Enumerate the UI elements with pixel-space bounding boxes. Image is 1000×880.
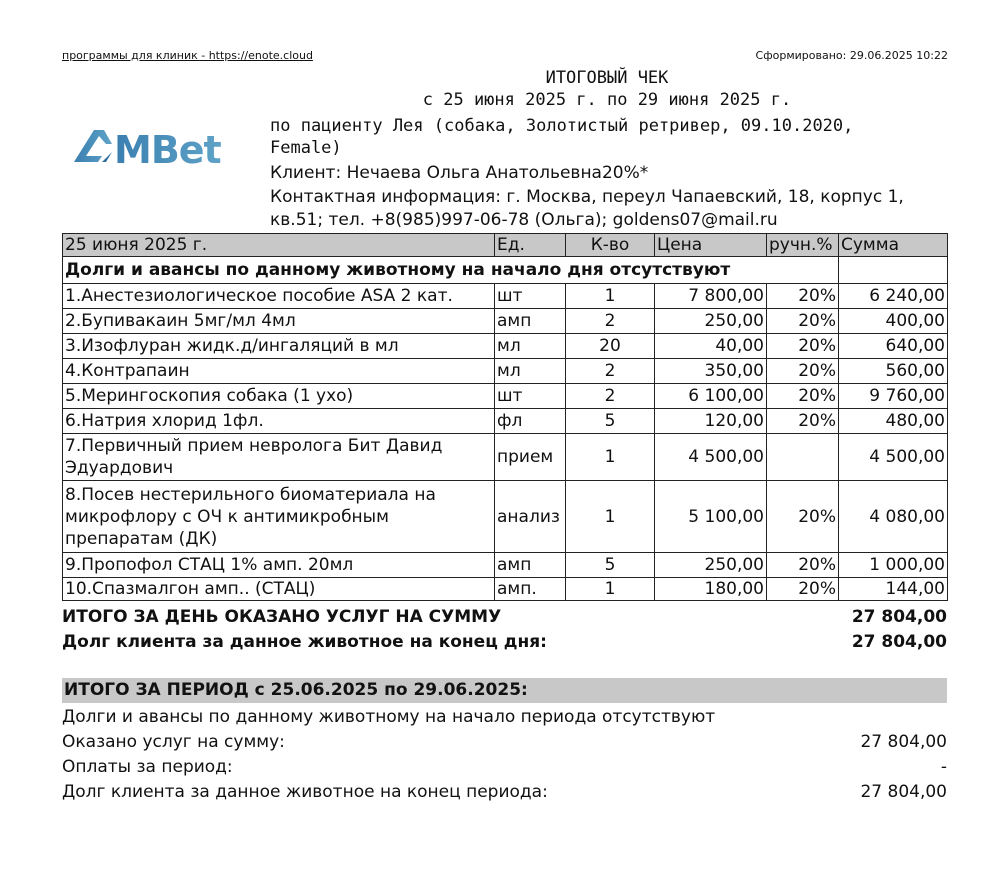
item-sum: 6 240,00 [839, 284, 948, 309]
item-name: 5.Мерингоскопия собака (1 ухо) [63, 384, 495, 409]
item-qty: 1 [566, 578, 655, 601]
item-price: 40,00 [655, 334, 767, 359]
svg-text:MBet: MBet [114, 128, 221, 170]
item-name: 4.Контрапаин [63, 359, 495, 384]
debts-note-empty [839, 257, 948, 284]
col-qty: К-во [566, 234, 655, 257]
period-debt [62, 781, 947, 803]
period-services-label: Оказано услуг на сумму: [62, 732, 285, 752]
clinic-logo [72, 122, 257, 170]
table-row [63, 284, 948, 309]
services-table [62, 233, 948, 601]
item-sum: 9 760,00 [839, 384, 948, 409]
col-sum: Сумма [839, 234, 948, 257]
item-name: 8.Посев нестерильного биоматериала на микрофлору с ОЧ к антимикробным препаратам (ДК) [63, 481, 495, 553]
day-total-debt-value: 27 804,00 [851, 632, 947, 652]
day-total-services-value: 27 804,00 [851, 607, 947, 627]
debts-note-row [63, 257, 948, 284]
table-row [63, 384, 948, 409]
item-unit: анализ [495, 481, 566, 553]
item-price: 7 800,00 [655, 284, 767, 309]
item-qty: 1 [566, 284, 655, 309]
period-payments-label: Оплаты за период: [62, 757, 233, 777]
client-info: Клиент: Нечаева Ольга Анатольевна20%* [270, 163, 649, 183]
item-qty: 2 [566, 309, 655, 334]
item-unit: фл [495, 409, 566, 434]
item-unit: амп [495, 553, 566, 578]
col-date: 25 июня 2025 г. [63, 234, 495, 257]
item-unit: мл [495, 334, 566, 359]
item-name: 9.Пропофол СТАЦ 1% амп. 20мл [63, 553, 495, 578]
item-price: 250,00 [655, 553, 767, 578]
contact-info: Контактная информация: г. Москва, переул Чапаевский, 18, корпус 1, кв.51; тел. +8(985)997-06-78 (Ольга); goldens07@mail.ru [270, 187, 904, 230]
source-link[interactable]: программы для клиник - https://enote.cloud [62, 49, 313, 62]
item-sum: 400,00 [839, 309, 948, 334]
item-name: 3.Изофлуран жидк.д/ингаляций в мл [63, 334, 495, 359]
table-row [63, 334, 948, 359]
ambet-logo-icon [72, 122, 257, 170]
item-qty: 1 [566, 481, 655, 553]
period-debt-label: Долг клиента за данное животное на конец периода: [62, 782, 548, 802]
item-price: 5 100,00 [655, 481, 767, 553]
item-name: 6.Натрия хлорид 1фл. [63, 409, 495, 434]
item-discount: 20% [767, 284, 839, 309]
item-price: 180,00 [655, 578, 767, 601]
item-sum: 144,00 [839, 578, 948, 601]
item-unit: прием [495, 434, 566, 481]
day-total-services-label: ИТОГО ЗА ДЕНЬ ОКАЗАНО УСЛУГ НА СУММУ [62, 607, 502, 627]
item-discount [767, 434, 839, 481]
item-qty: 2 [566, 359, 655, 384]
item-name: 7.Первичный прием невролога Бит Давид Эдуардович [63, 434, 495, 481]
item-unit: шт [495, 284, 566, 309]
day-total-debt-label: Долг клиента за данное животное на конец дня: [62, 632, 547, 652]
period-debts-note-text: Долги и авансы по данному животному на начало периода отсутствуют [62, 707, 716, 727]
item-sum: 480,00 [839, 409, 948, 434]
item-discount: 20% [767, 481, 839, 553]
item-name: 2.Бупивакаин 5мг/мл 4мл [63, 309, 495, 334]
item-discount: 20% [767, 409, 839, 434]
col-discount: ручн.% [767, 234, 839, 257]
item-qty: 1 [566, 434, 655, 481]
receipt-title: ИТОГОВЫЙ ЧЕК [545, 68, 669, 88]
col-unit: Ед. [495, 234, 566, 257]
item-price: 6 100,00 [655, 384, 767, 409]
item-qty: 5 [566, 409, 655, 434]
item-qty: 20 [566, 334, 655, 359]
receipt-period: с 25 июня 2025 г. по 29 июня 2025 г. [422, 90, 792, 110]
item-sum: 4 500,00 [839, 434, 948, 481]
table-row [63, 434, 948, 481]
table-row [63, 359, 948, 384]
day-total-debt [62, 631, 947, 653]
item-price: 4 500,00 [655, 434, 767, 481]
table-row [63, 578, 948, 601]
item-sum: 1 000,00 [839, 553, 948, 578]
item-discount: 20% [767, 359, 839, 384]
period-services-value: 27 804,00 [860, 732, 947, 752]
table-row [63, 409, 948, 434]
item-price: 120,00 [655, 409, 767, 434]
item-qty: 2 [566, 384, 655, 409]
item-sum: 4 080,00 [839, 481, 948, 553]
table-header [63, 234, 948, 257]
item-price: 350,00 [655, 359, 767, 384]
period-totals-heading: ИТОГО ЗА ПЕРИОД с 25.06.2025 по 29.06.2025: [62, 678, 947, 703]
item-discount: 20% [767, 384, 839, 409]
period-payments-value: - [940, 757, 947, 777]
item-sum: 560,00 [839, 359, 948, 384]
day-total-services [62, 606, 947, 628]
period-services [62, 731, 947, 753]
patient-info: по пациенту Лея (собака, Золотистый ретривер, 09.10.2020, Female) [270, 116, 854, 158]
col-price: Цена [655, 234, 767, 257]
item-discount: 20% [767, 578, 839, 601]
period-debt-value: 27 804,00 [860, 782, 947, 802]
item-unit: амп [495, 309, 566, 334]
generated-timestamp: Сформировано: 29.06.2025 10:22 [755, 49, 948, 62]
item-name: 1.Анестезиологическое пособие ASA 2 кат. [63, 284, 495, 309]
debts-note: Долги и авансы по данному животному на начало дня отсутствуют [63, 257, 839, 284]
item-name: 10.Спазмалгон амп.. (СТАЦ) [63, 578, 495, 601]
item-discount: 20% [767, 553, 839, 578]
item-unit: амп. [495, 578, 566, 601]
item-price: 250,00 [655, 309, 767, 334]
table-row [63, 309, 948, 334]
top-bar [62, 49, 948, 65]
item-unit: мл [495, 359, 566, 384]
item-discount: 20% [767, 334, 839, 359]
item-unit: шт [495, 384, 566, 409]
item-discount: 20% [767, 309, 839, 334]
table-row [63, 481, 948, 553]
table-row [63, 553, 948, 578]
item-qty: 5 [566, 553, 655, 578]
item-sum: 640,00 [839, 334, 948, 359]
period-debts-note [62, 706, 947, 728]
period-payments [62, 756, 947, 778]
